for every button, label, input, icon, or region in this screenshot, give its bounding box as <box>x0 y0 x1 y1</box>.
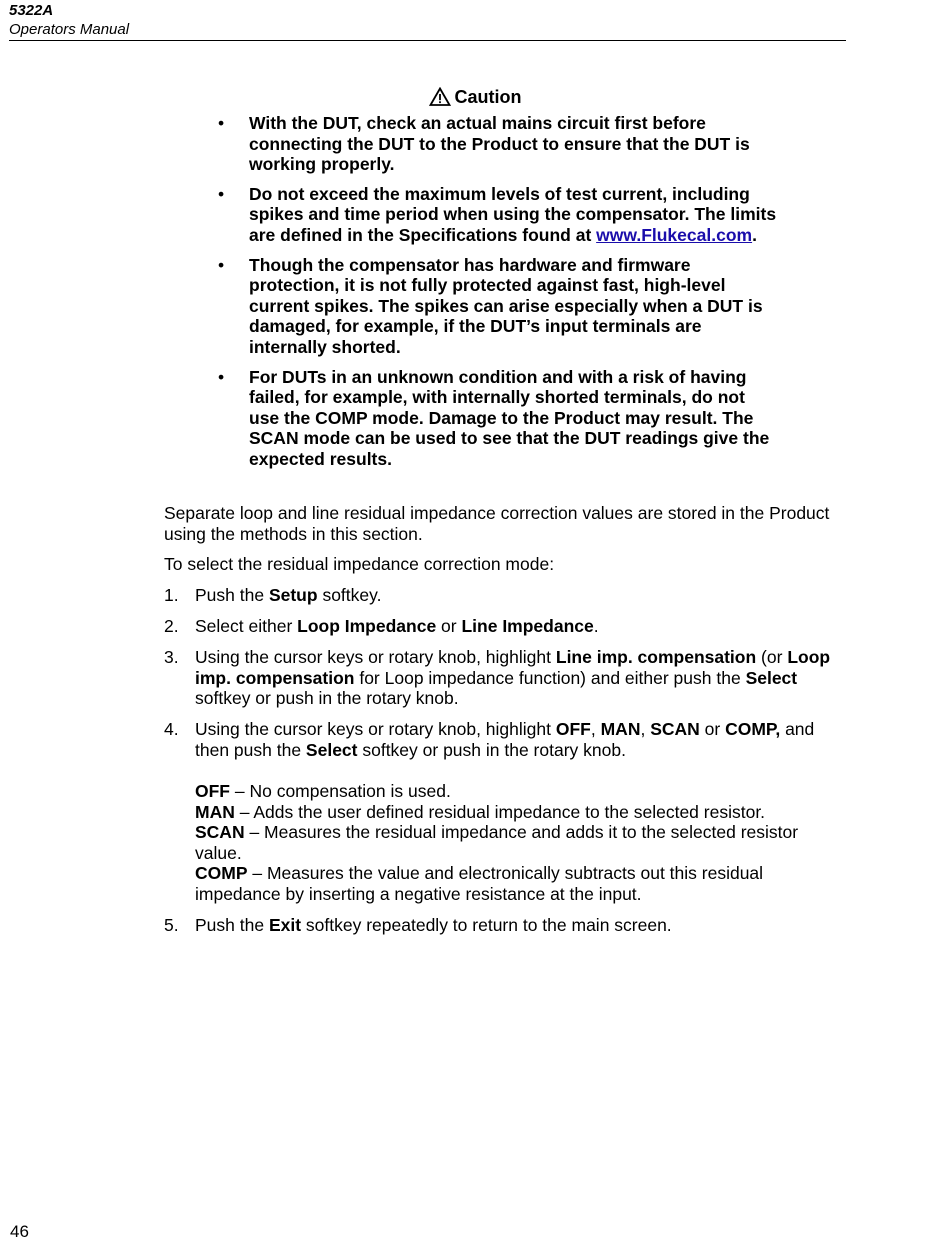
step-text: Using the cursor keys or rotary knob, highlight <box>195 646 556 667</box>
caution-list <box>218 113 778 479</box>
step-item <box>164 585 840 606</box>
step-keyword: OFF <box>555 719 591 740</box>
step-keyword: Loop Impedance <box>297 615 437 636</box>
caution-label: Caution <box>454 87 522 107</box>
step-text: and then push the <box>195 719 815 760</box>
step-text: softkey repeatedly to return to the main screen. <box>301 914 672 935</box>
step-number: 2. <box>164 615 179 636</box>
mode-description <box>195 822 840 863</box>
caution-item-text-end: . <box>752 224 757 245</box>
step-text: Push the <box>195 585 269 605</box>
step-item <box>164 915 840 936</box>
mode-name: MAN <box>195 801 235 822</box>
step-text: , <box>640 719 651 740</box>
page-header <box>9 0 846 39</box>
caution-item-text: With the DUT, check an actual mains circuit first before connecting the DUT to the Product to ensure that the DUT is working properly. <box>249 113 750 175</box>
step-text: softkey or push in the rotary knob. <box>357 739 626 760</box>
header-divider <box>9 40 846 41</box>
step-keyword: Setup <box>268 585 318 605</box>
intro-paragraph: Separate loop and line residual impedance correction values are stored in the Product using the methods in this section. <box>164 503 830 544</box>
model-name: 5322A <box>9 2 54 19</box>
procedure-steps <box>164 585 840 946</box>
mode-text: – Measures the residual impedance and adds it to the selected resistor value. <box>195 822 799 863</box>
step-text: Push the <box>195 914 269 935</box>
warning-triangle-icon <box>429 87 451 106</box>
caution-item-text: Do not exceed the maximum levels of test current, including spikes and time period when using the compensator. The limits are defined in the Specifications found at <box>249 183 777 245</box>
step-keyword: Line imp. compensation <box>555 646 757 667</box>
mode-description <box>195 863 840 904</box>
caution-heading <box>0 86 950 108</box>
mode-text: – Adds the user defined residual impedance to the selected resistor. <box>234 801 766 822</box>
mode-name: OFF <box>195 780 230 801</box>
bullet-icon: • <box>218 113 225 133</box>
caution-item-text: For DUTs in an unknown condition and with a risk of having failed, for example, with internally shorted terminals, do not use the COMP mode. Damage to the Product may result. The SCAN mode can be used to see that the DUT readings give the expected results. <box>249 366 770 469</box>
caution-item <box>218 184 778 246</box>
mode-description <box>195 802 840 823</box>
caution-item <box>218 255 778 358</box>
caution-item-text: Though the compensator has hardware and firmware protection, it is not fully protected against fast, high-level current spikes. The spikes can arise especially when a DUT is damaged, for example, if the DUT’s input terminals are internally shorted. <box>249 254 763 357</box>
step-text: . <box>593 615 599 636</box>
flukecal-link[interactable]: www.Flukecal.com <box>596 224 753 245</box>
bullet-icon: • <box>218 366 225 387</box>
caution-item <box>218 367 778 470</box>
step-keyword: MAN <box>600 719 641 740</box>
manual-title: Operators Manual <box>9 21 130 38</box>
page-number: 46 <box>10 1222 29 1241</box>
bullet-icon: • <box>218 254 225 275</box>
mode-name: SCAN <box>195 822 245 843</box>
step-item <box>164 616 840 637</box>
step-number: 4. <box>164 719 179 740</box>
step-keyword: Select <box>305 739 358 760</box>
mode-text: – No compensation is used. <box>230 780 451 801</box>
step-text: or <box>699 719 726 740</box>
step-keyword: SCAN <box>650 719 700 740</box>
step-text: softkey. <box>317 585 382 605</box>
step-text: Using the cursor keys or rotary knob, highlight <box>195 719 556 740</box>
step-number: 1. <box>164 585 179 605</box>
step-item <box>164 719 840 904</box>
step-keyword: Loop imp. compensation <box>195 646 831 688</box>
step-text: or <box>436 615 462 636</box>
step-keyword: Line Impedance <box>461 615 594 636</box>
step-keyword: Exit <box>268 914 302 935</box>
step-text: Select either <box>195 615 298 636</box>
step-number: 3. <box>164 646 179 667</box>
mode-text: – Measures the value and electronically subtracts out this residual impedance by inserting a negative resistance at the input. <box>195 863 764 904</box>
step-text: (or <box>756 646 788 667</box>
step-text: for Loop impedance function) and either push the <box>354 667 746 688</box>
step-keyword: COMP, <box>725 719 781 740</box>
step-text: , <box>590 719 601 740</box>
step-number: 5. <box>164 914 179 935</box>
step-text: softkey or push in the rotary knob. <box>195 688 459 709</box>
step-keyword: Select <box>745 667 798 688</box>
compensation-modes <box>195 781 840 905</box>
bullet-icon: • <box>218 183 225 204</box>
step-item <box>164 647 840 709</box>
mode-description <box>195 781 840 802</box>
mode-name: COMP <box>195 863 248 884</box>
caution-item <box>218 113 778 175</box>
procedure-lead-in: To select the residual impedance correction mode: <box>164 554 555 574</box>
